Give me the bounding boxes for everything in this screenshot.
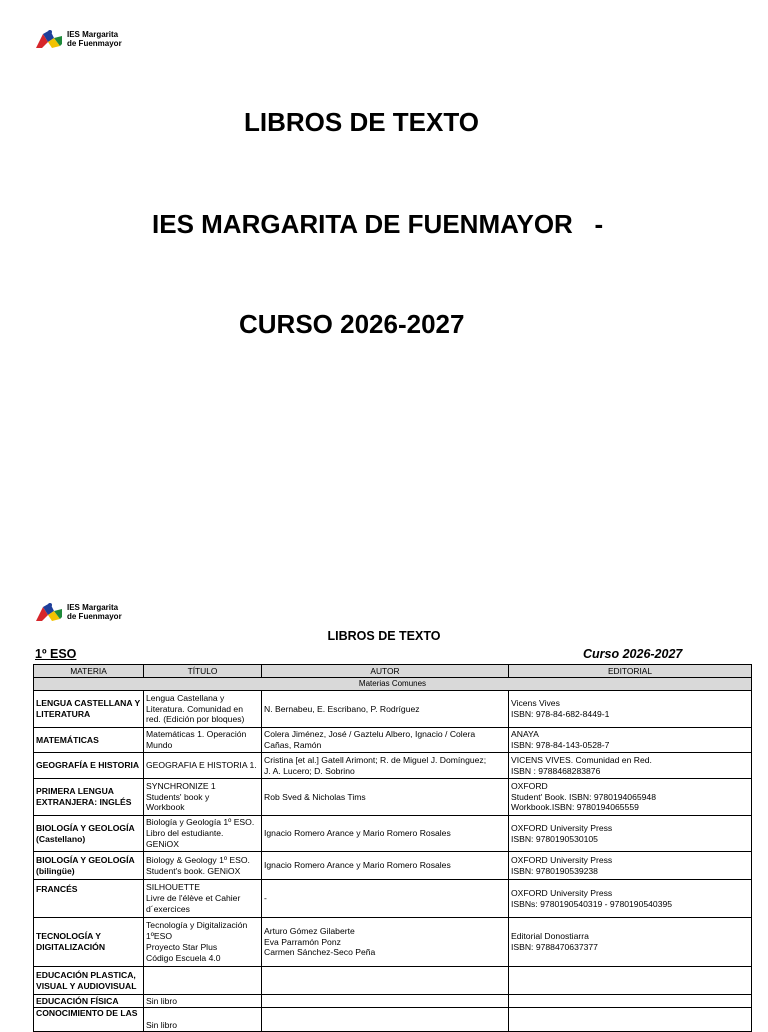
- cell-titulo: [144, 967, 262, 995]
- cell-titulo: Tecnología y Digitalización 1ºESO Proyecto Star Plus Código Escuela 4.0: [144, 918, 262, 967]
- table-row: [34, 880, 752, 918]
- cell-titulo: SYNCHRONIZE 1 Students' book y Workbook: [144, 779, 262, 816]
- logo-text-line-2: de Fuenmayor: [67, 612, 122, 621]
- cell-editorial: ANAYA ISBN: 978-84-143-0528-7: [509, 728, 752, 753]
- table-row: [34, 918, 752, 967]
- school-logo-icon: [34, 28, 64, 50]
- cell-titulo: Sin libro: [144, 1008, 262, 1032]
- table-row: [34, 852, 752, 880]
- header-editorial: EDITORIAL: [509, 665, 752, 678]
- cell-autor: Rob Sved & Nicholas Tims: [262, 779, 509, 816]
- cover-course: CURSO 2026-2027: [239, 309, 465, 339]
- cell-editorial: OXFORD University Press ISBNs: 9780190540319 - 9780190540395: [509, 880, 752, 918]
- cell-editorial: Vicens Vives ISBN: 978-84-682-8449-1: [509, 691, 752, 728]
- cell-editorial: [509, 995, 752, 1008]
- cell-materia: FRANCÉS: [34, 880, 144, 918]
- cell-editorial: VICENS VIVES. Comunidad en Red. ISBN : 9788468283876: [509, 753, 752, 779]
- cell-titulo: Lengua Castellana y Literatura. Comunidad en red. (Edición por bloques): [144, 691, 262, 728]
- table-row: [34, 967, 752, 995]
- header-titulo: TÍTULO: [144, 665, 262, 678]
- cover-school-name: IES MARGARITA DE FUENMAYOR -: [152, 209, 604, 239]
- table-row: [34, 691, 752, 728]
- school-logo-text: [67, 603, 122, 621]
- cell-materia: EDUCACIÓN FÍSICA: [34, 995, 144, 1008]
- cell-materia: LENGUA CASTELLANA Y LITERATURA: [34, 691, 144, 728]
- school-logo-text: [67, 30, 122, 48]
- cell-editorial: OXFORD University Press ISBN: 9780190539238: [509, 852, 752, 880]
- cell-titulo: GEOGRAFIA E HISTORIA 1.: [144, 753, 262, 779]
- cell-materia: BIOLOGÍA Y GEOLOGÍA (Castellano): [34, 816, 144, 852]
- cell-titulo: Sin libro: [144, 995, 262, 1008]
- cell-autor: Colera Jiménez, José / Gaztelu Albero, Ignacio / Colera Cañas, Ramón: [262, 728, 509, 753]
- cell-materia: BIOLOGÍA Y GEOLOGÍA (bilingüe): [34, 852, 144, 880]
- section-label: Materias Comunes: [34, 678, 752, 691]
- cell-materia: CONOCIMIENTO DE LAS: [34, 1008, 144, 1032]
- cell-editorial: OXFORD Student' Book. ISBN: 9780194065948 Workbook.ISBN: 9780194065559: [509, 779, 752, 816]
- school-logo-page2: [34, 601, 122, 623]
- cell-autor: N. Bernabeu, E. Escribano, P. Rodríguez: [262, 691, 509, 728]
- course-label: 1º ESO: [35, 647, 77, 661]
- header-materia: MATERIA: [34, 665, 144, 678]
- cover-title: LIBROS DE TEXTO: [244, 107, 479, 137]
- cell-materia: EDUCACIÓN PLASTICA, VISUAL Y AUDIOVISUAL: [34, 967, 144, 995]
- section-row: [34, 678, 752, 691]
- cell-titulo: SILHOUETTE Livre de l'élève et Cahier d´exercices: [144, 880, 262, 918]
- table-row: [34, 779, 752, 816]
- cell-materia: TECNOLOGÍA Y DIGITALIZACIÓN: [34, 918, 144, 967]
- header-autor: AUTOR: [262, 665, 509, 678]
- cell-editorial: [509, 967, 752, 995]
- course-year: Curso 2026-2027: [583, 647, 683, 661]
- table-row: [34, 995, 752, 1008]
- logo-text-line-1: IES Margarita: [67, 603, 119, 612]
- textbooks-table: [33, 664, 752, 1032]
- cell-materia: GEOGRAFÍA E HISTORIA: [34, 753, 144, 779]
- cell-autor: -: [262, 880, 509, 918]
- school-logo-icon: [34, 601, 64, 623]
- table-row: [34, 1008, 752, 1032]
- table-title: LIBROS DE TEXTO: [327, 629, 441, 643]
- cell-autor: [262, 1008, 509, 1032]
- table-header-row: [34, 665, 752, 678]
- school-logo-cover: [34, 28, 122, 50]
- cell-materia: PRIMERA LENGUA EXTRANJERA: INGLÉS: [34, 779, 144, 816]
- table-row: [34, 728, 752, 753]
- cell-editorial: OXFORD University Press ISBN: 9780190530105: [509, 816, 752, 852]
- cell-materia: MATEMÁTICAS: [34, 728, 144, 753]
- cell-titulo: Biology & Geology 1º ESO. Student's book. GENiOX: [144, 852, 262, 880]
- cell-autor: Arturo Gómez Gilaberte Eva Parramón Ponz Carmen Sánchez-Seco Peña: [262, 918, 509, 967]
- cell-titulo: Biología y Geología 1º ESO. Libro del estudiante. GENiOX: [144, 816, 262, 852]
- table-row: [34, 816, 752, 852]
- table-row: [34, 753, 752, 779]
- cell-autor: Ignacio Romero Arance y Mario Romero Rosales: [262, 816, 509, 852]
- cell-titulo: Matemáticas 1. Operación Mundo: [144, 728, 262, 753]
- cell-autor: [262, 995, 509, 1008]
- cell-autor: Cristina [et al.] Gatell Arimont; R. de Miguel J. Domínguez; J. A. Lucero; D. Sobrino: [262, 753, 509, 779]
- logo-text-line-1: IES Margarita: [67, 30, 119, 39]
- cell-editorial: Editorial Donostiarra ISBN: 9788470637377: [509, 918, 752, 967]
- logo-text-line-2: de Fuenmayor: [67, 39, 122, 48]
- cell-autor: Ignacio Romero Arance y Mario Romero Rosales: [262, 852, 509, 880]
- cell-editorial: [509, 1008, 752, 1032]
- cell-autor: [262, 967, 509, 995]
